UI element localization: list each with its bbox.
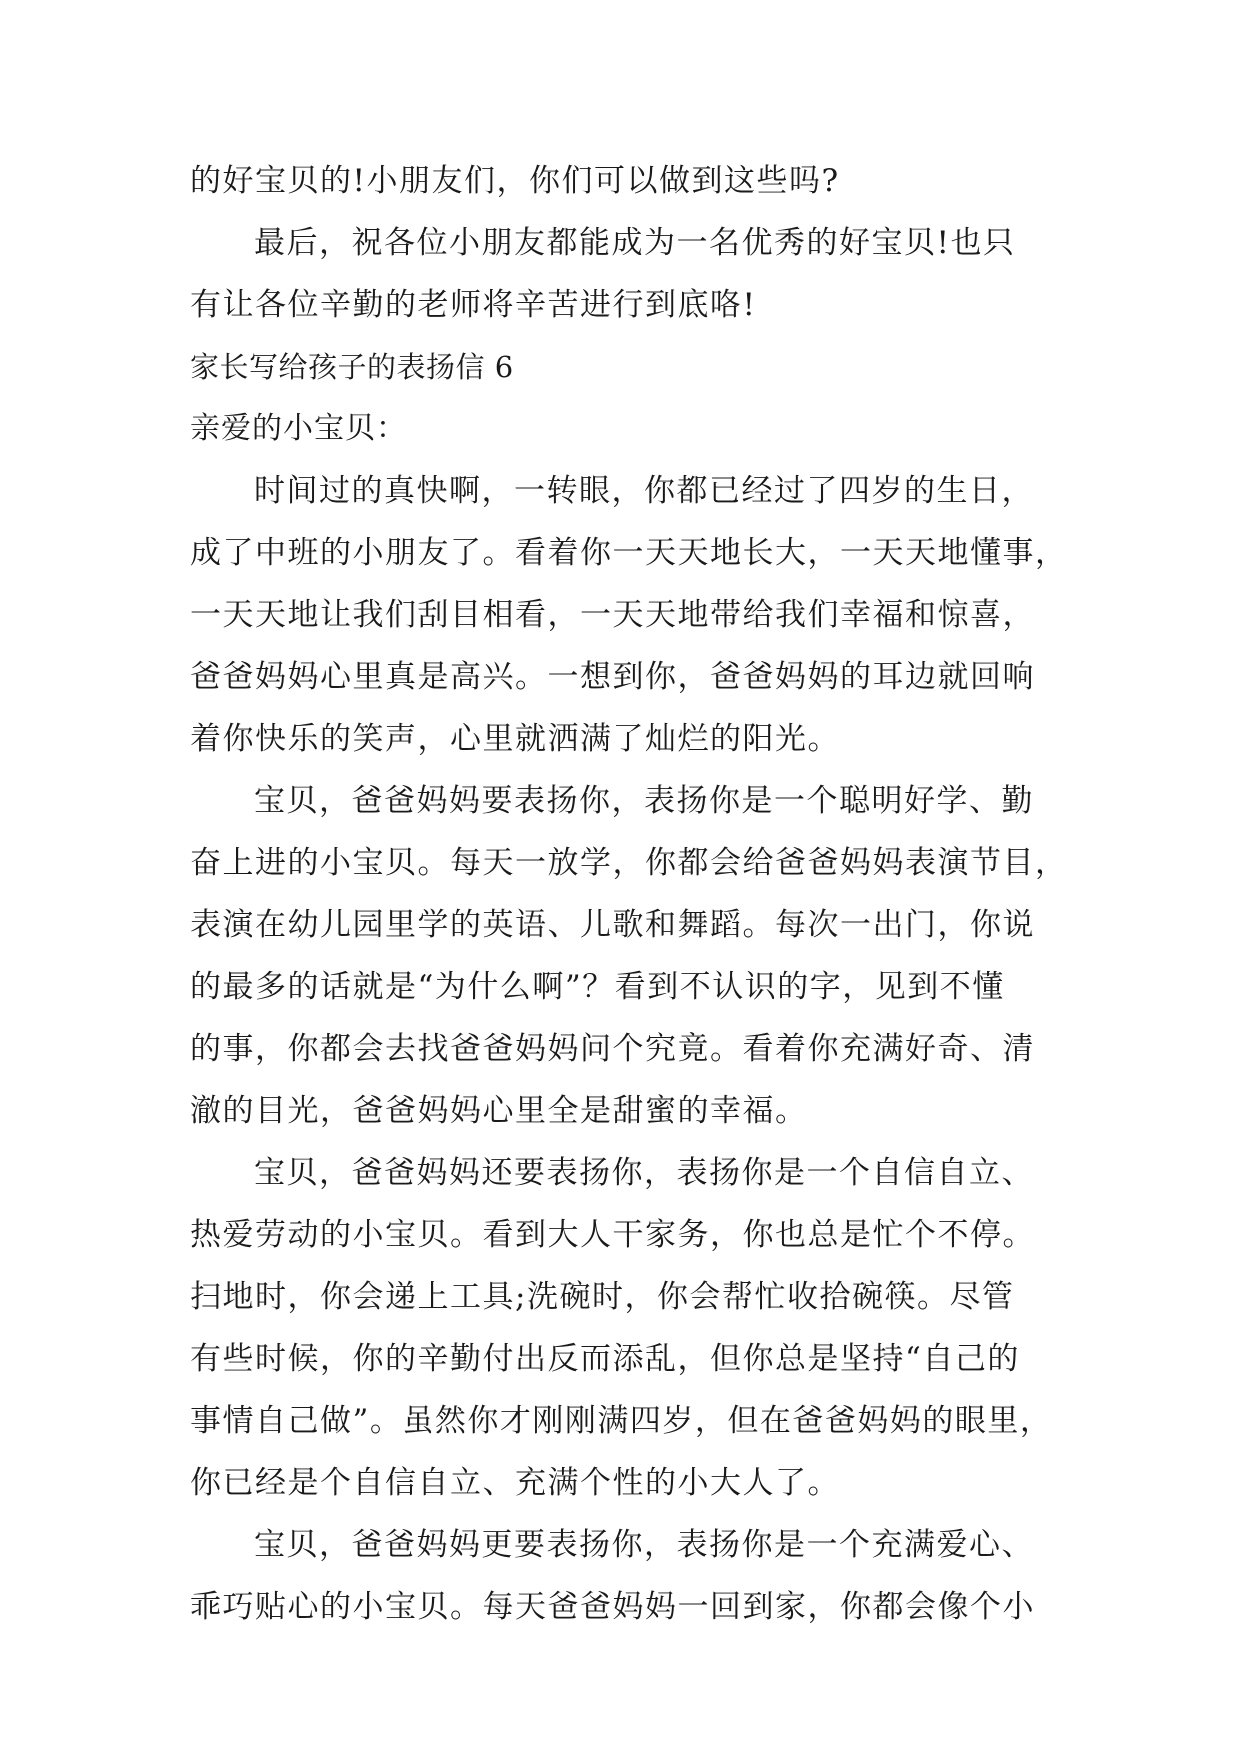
paragraph-line: 扫地时，你会递上工具;洗碗时，你会帮忙收拾碗筷。尽管 xyxy=(190,1279,1015,1315)
paragraph-line: 时间过的真快啊，一转眼，你都已经过了四岁的生日， xyxy=(254,473,1034,509)
paragraph-line: 最后，祝各位小朋友都能成为一名优秀的好宝贝!也只 xyxy=(254,225,1016,261)
section-heading: 家长写给孩子的表扬信 6 xyxy=(190,350,514,384)
paragraph-line: 事情自己做”。虽然你才刚刚满四岁，但在爸爸妈妈的眼里， xyxy=(190,1403,1053,1439)
paragraph-line: 成了中班的小朋友了。看着你一天天地长大，一天天地懂事， xyxy=(190,535,1068,571)
paragraph-line: 的事，你都会去找爸爸妈妈问个究竟。看着你充满好奇、清 xyxy=(190,1031,1035,1067)
paragraph-line: 宝贝，爸爸妈妈还要表扬你，表扬你是一个自信自立、 xyxy=(254,1155,1034,1191)
letter-salutation: 亲爱的小宝贝： xyxy=(190,411,407,446)
paragraph-line: 有些时候，你的辛勤付出反而添乱，但你总是坚持“自己的 xyxy=(190,1341,1020,1377)
paragraph-line: 宝贝，爸爸妈妈更要表扬你，表扬你是一个充满爱心、 xyxy=(254,1527,1034,1563)
paragraph-line: 有让各位辛勤的老师将辛苦进行到底咯! xyxy=(190,287,757,323)
paragraph-line: 着你快乐的笑声，心里就洒满了灿烂的阳光。 xyxy=(190,721,840,757)
paragraph-line: 表演在幼儿园里学的英语、儿歌和舞蹈。每次一出门，你说 xyxy=(190,907,1035,943)
paragraph-line: 宝贝，爸爸妈妈要表扬你，表扬你是一个聪明好学、勤 xyxy=(254,783,1034,819)
paragraph-line: 的好宝贝的!小朋友们，你们可以做到这些吗? xyxy=(190,163,840,199)
paragraph-line: 奋上进的小宝贝。每天一放学，你都会给爸爸妈妈表演节目， xyxy=(190,845,1068,881)
paragraph-line: 一天天地让我们刮目相看，一天天地带给我们幸福和惊喜， xyxy=(190,597,1035,633)
paragraph-line: 你已经是个自信自立、充满个性的小大人了。 xyxy=(190,1465,840,1501)
paragraph-line: 爸爸妈妈心里真是高兴。一想到你，爸爸妈妈的耳边就回响 xyxy=(190,659,1035,695)
paragraph-line: 的最多的话就是“为什么啊”？看到不认识的字，见到不懂 xyxy=(190,969,1005,1005)
paragraph-line: 澈的目光，爸爸妈妈心里全是甜蜜的幸福。 xyxy=(190,1093,808,1129)
paragraph-line: 热爱劳动的小宝贝。看到大人干家务，你也总是忙个不停。 xyxy=(190,1217,1035,1253)
document-body xyxy=(190,150,1068,1638)
paragraph-line: 乖巧贴心的小宝贝。每天爸爸妈妈一回到家，你都会像个小 xyxy=(190,1589,1035,1625)
